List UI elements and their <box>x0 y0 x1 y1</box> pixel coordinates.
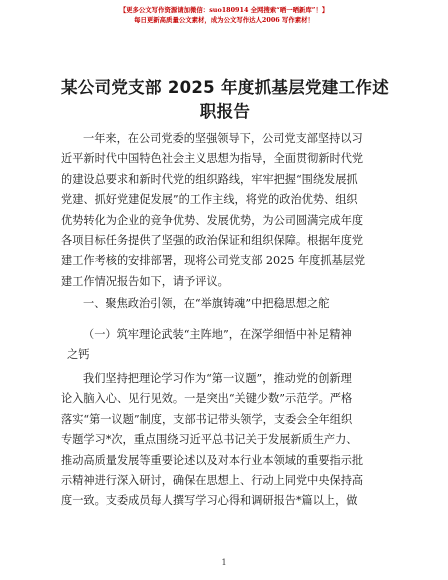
body-paragraph <box>61 369 387 512</box>
text-line: 近平新时代中国特色社会主义思想为指导，全面贯彻新时代党 <box>61 152 364 166</box>
text-line: 度一致。支委成员每人撰写学习心得和调研报告*篇以上，做 <box>61 494 358 508</box>
page-number: 1 <box>221 558 227 567</box>
text-line: 落实“第一议题”制度，支部书记带头领学，支委会全年组织 <box>61 412 353 426</box>
text-line: （一）筑牢理论武装“主阵地”，在深学细悟中补足精神 <box>83 328 352 341</box>
intro-paragraph <box>61 129 387 292</box>
text-line: 一年来，在公司党委的坚强领导下，公司党支部坚持以习 <box>83 132 363 145</box>
text-line: 之钙 <box>67 348 90 362</box>
text-line: 我们坚持把理论学习作为“第一议题”，推动党的创新理 <box>83 372 352 385</box>
document-title: 某公司党支部 2025 年度抓基层党建工作述职报告 <box>60 78 389 121</box>
promo-banner <box>0 5 448 25</box>
text-line: 建工作情况报告如下，请予评议。 <box>61 274 229 288</box>
text-line: 建工作考核的安排部署，现将公司党支部 2025 年度抓基层党 <box>61 254 366 268</box>
text-line: 党建、抓好党建促发展”的工作主线，将党的政治优势、组织 <box>61 193 358 207</box>
text-line: 示精神进行深入研讨，确保在思想上、行动上同党中央保持高 <box>61 474 364 488</box>
text-line: 推动高质量发展等重要论述以及对本行业本领域的重要指示批 <box>61 453 364 467</box>
section-heading-1: 一、聚焦政治引领，在“举旗铸魂”中把稳思想之舵 <box>83 297 330 310</box>
subsection-heading-1 <box>61 325 387 366</box>
promo-banner-line-1: 【更多公文写作资源请加微信：suo180914 全网搜索“晒一晒新库”！】 <box>119 6 329 14</box>
promo-banner-line-2: 每日更新高质量公文素材，成为公文写作达人2006 写作素材！ <box>134 16 314 24</box>
text-line: 优势转化为企业的竞争优势、发展优势，为公司圆满完成年度 <box>61 213 364 227</box>
text-line: 的建设总要求和新时代党的组织路线，牢牢把握“围绕发展抓 <box>61 172 358 186</box>
text-line: 论入脑入心、见行见效。一是突出“关键少数”示范学。严格 <box>61 392 353 406</box>
text-line: 各项目标任务提供了坚强的政治保证和组织保障。根据年度党 <box>61 234 364 248</box>
text-line: 专题学习*次，重点围绕习近平总书记关于发展新质生产力、 <box>61 433 358 447</box>
